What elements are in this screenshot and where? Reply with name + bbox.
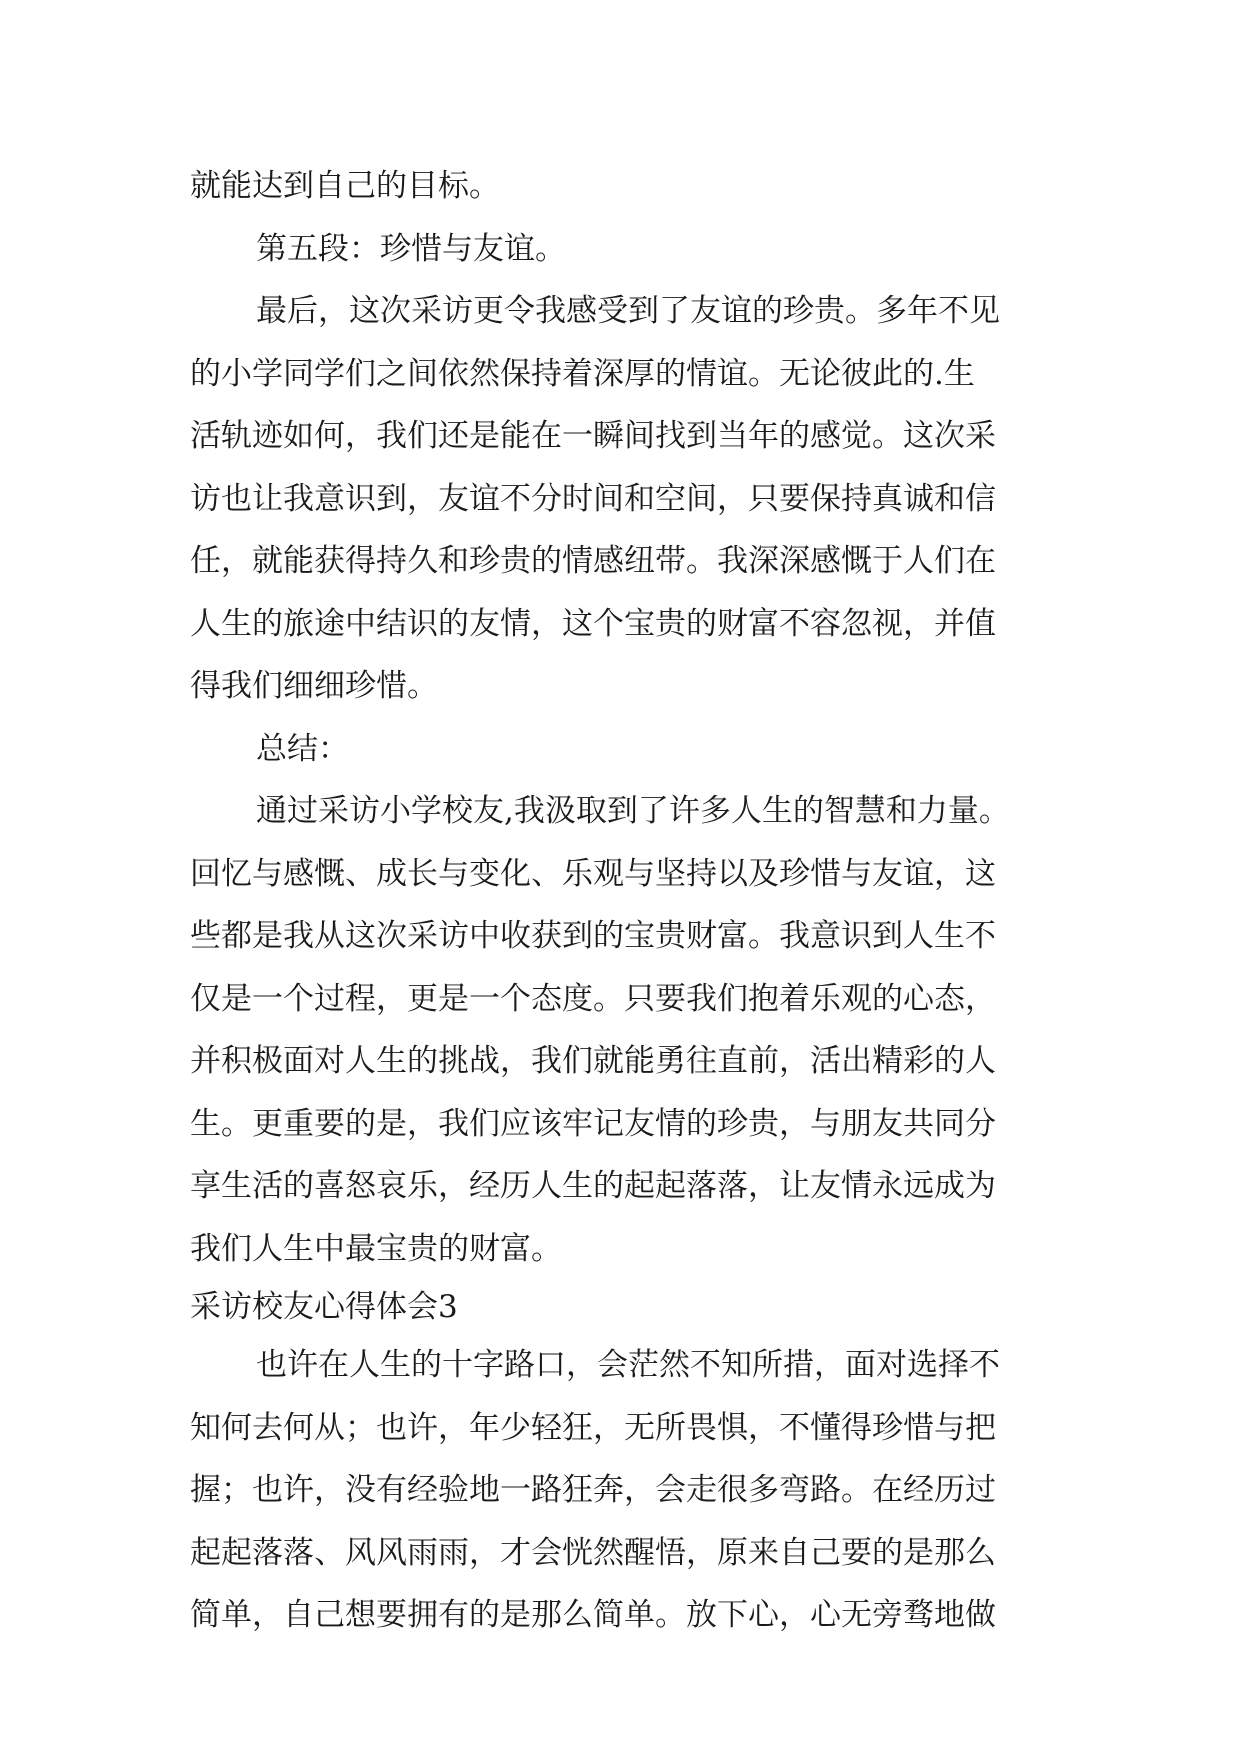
paragraph-line: 我们人生中最宝贵的财富。 — [190, 1230, 562, 1267]
paragraph-line: 享生活的喜怒哀乐，经历人生的起起落落，让友情永远成为 — [190, 1168, 996, 1204]
paragraph-line: 生。更重要的是，我们应该牢记友情的珍贵，与朋友共同分 — [190, 1105, 996, 1142]
paragraph-line: 的小学同学们之间依然保持着深厚的情谊。无论彼此的.生 — [190, 355, 975, 392]
paragraph-line: 握；也许，没有经验地一路狂奔，会走很多弯路。在经历过 — [190, 1472, 996, 1508]
paragraph-line: 得我们细细珍惜。 — [190, 668, 438, 704]
paragraph-line: 任，就能获得持久和珍贵的情感纽带。我深深感慨于人们在 — [190, 543, 996, 579]
paragraph-line: 通过采访小学校友,我汲取到了许多人生的智慧和力量。 — [256, 793, 1010, 829]
paragraph-line: 些都是我从这次采访中收获到的宝贵财富。我意识到人生不 — [190, 918, 996, 954]
section-heading-5: 第五段：珍惜与友谊。 — [256, 230, 566, 267]
paragraph-line: 并积极面对人生的挑战，我们就能勇往直前，活出精彩的人 — [190, 1043, 996, 1079]
paragraph-line: 仅是一个过程，更是一个态度。只要我们抱着乐观的心态， — [190, 980, 996, 1017]
article-title: 采访校友心得体会3 — [190, 1289, 458, 1325]
paragraph-line: 活轨迹如何，我们还是能在一瞬间找到当年的感觉。这次采 — [190, 418, 996, 454]
paragraph-line: 回忆与感慨、成长与变化、乐观与坚持以及珍惜与友谊，这 — [190, 855, 996, 892]
paragraph-line: 人生的旅途中结识的友情，这个宝贵的财富不容忽视，并值 — [190, 605, 996, 642]
paragraph-line: 最后，这次采访更令我感受到了友谊的珍贵。多年不见 — [256, 293, 1000, 329]
paragraph-line: 起起落落、风风雨雨，才会恍然醒悟，原来自己要的是那么 — [190, 1534, 996, 1571]
paragraph-line: 也许在人生的十字路口，会茫然不知所措，面对选择不 — [256, 1347, 1000, 1383]
paragraph-line: 就能达到自己的目标。 — [190, 168, 500, 204]
paragraph-line: 访也让我意识到，友谊不分时间和空间，只要保持真诚和信 — [190, 480, 996, 517]
paragraph-line: 知何去何从；也许，年少轻狂，无所畏惧，不懂得珍惜与把 — [190, 1409, 996, 1446]
paragraph-line: 简单，自己想要拥有的是那么简单。放下心，心无旁骛地做 — [190, 1597, 996, 1633]
summary-heading: 总结： — [256, 730, 349, 767]
document-body — [190, 155, 1054, 1647]
